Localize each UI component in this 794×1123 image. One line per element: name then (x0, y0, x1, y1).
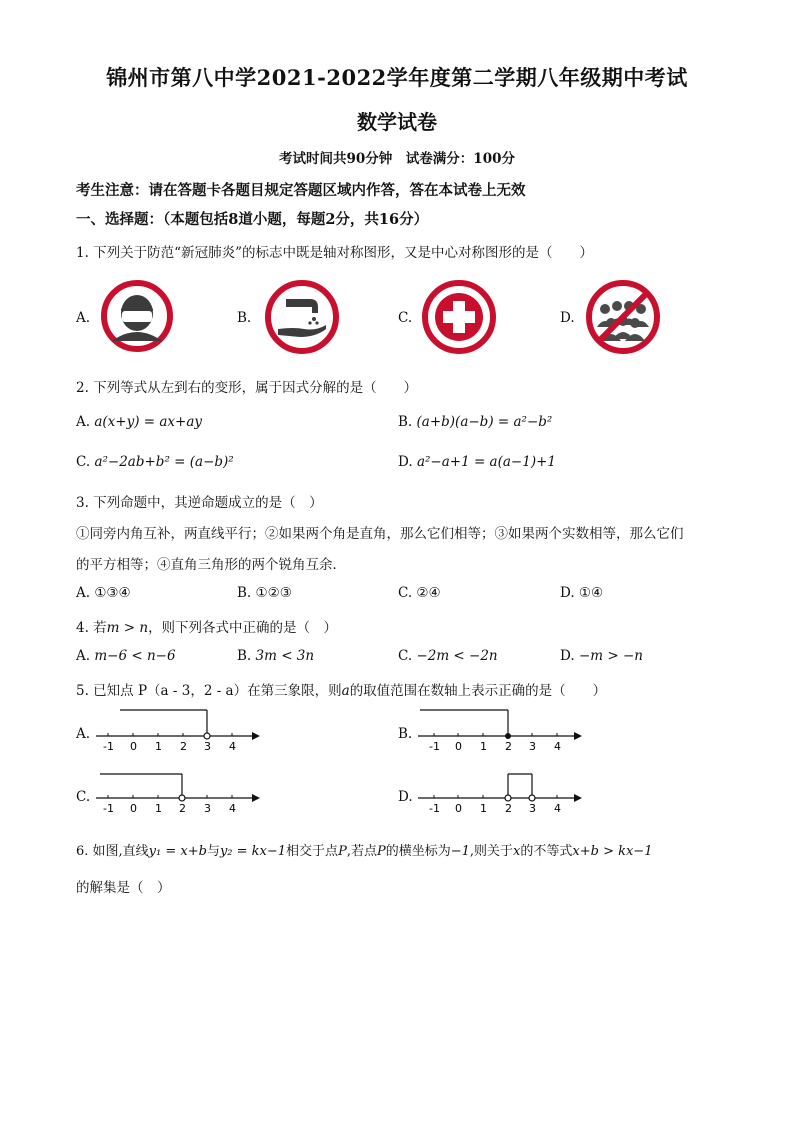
tick-label: -1 (103, 740, 114, 753)
q3-option-b: B. ①②③ (237, 585, 292, 601)
q4-stem-prefix: 4. 若 (76, 620, 107, 636)
tick-label: -1 (429, 740, 440, 753)
q3-option-a: A. ①③④ (76, 585, 131, 601)
question-2-stem: 2. 下列等式从左到右的变形，属于因式分解的是（ ） (76, 380, 418, 396)
q5-stem-variable: a (341, 683, 350, 699)
tick-label: 4 (229, 740, 236, 753)
q1-option-c-label: C. (398, 310, 413, 326)
tick-label: 4 (229, 802, 236, 815)
tick-label: 4 (554, 740, 561, 753)
q2-option-d-label: D. (398, 454, 413, 470)
medical-cross-icon (421, 279, 497, 355)
question-3-stem: 3. 下列命题中，其逆命题成立的是（ ） (76, 495, 323, 511)
q5-option-d-label: D. (398, 789, 413, 805)
q6-line-y1: y₁ = x+b (148, 844, 207, 859)
no-crowd-icon (583, 279, 663, 355)
tick-label: 3 (204, 802, 211, 815)
hand-washing-icon (264, 279, 340, 355)
q4-option-c-expression: −2m < −2n (416, 648, 498, 664)
tick-label: 0 (130, 740, 137, 753)
tick-label: 0 (455, 740, 462, 753)
q6-text: 的横坐标为 (385, 844, 451, 859)
exam-subject-title: 数学试卷 (357, 110, 437, 134)
tick-label: 0 (130, 802, 137, 815)
q6-value: −1 (450, 844, 470, 859)
tick-label: 2 (505, 802, 512, 815)
q5-stem-prefix: 5. 已知点 P（a - 3，2 - a）在第三象限，则 (76, 683, 342, 699)
q1-option-d-label: D. (560, 310, 575, 326)
q6-variable-x: x (513, 844, 521, 859)
tick-label: 0 (455, 802, 462, 815)
question-3-propositions-line2: 的平方相等；④直角三角形的两个锐角互余． (76, 557, 346, 573)
q5-option-a-label: A. (76, 726, 91, 742)
q2-option-a-expression: a(x+y) = ax+ay (94, 414, 203, 430)
q3-option-c: C. ②④ (398, 585, 441, 601)
q4-stem-suffix: ，则下列各式中正确的是（ ） (148, 620, 338, 636)
q5-stem-suffix: 的取值范围在数轴上表示正确的是（ ） (349, 683, 607, 699)
q4-option-a-label: A. (76, 648, 91, 664)
tick-label: 1 (155, 740, 162, 753)
q6-text: 6. 如图,直线 (76, 844, 149, 859)
tick-label: 1 (155, 802, 162, 815)
tick-label: 1 (480, 740, 487, 753)
tick-label: 2 (180, 740, 187, 753)
tick-label: 1 (480, 802, 487, 815)
q5-number-line-a (94, 704, 264, 754)
q5-number-line-b (416, 704, 586, 754)
question-4-stem (76, 616, 337, 636)
q5-option-b-label: B. (398, 726, 413, 742)
exam-notice: 考生注意：请在答题卡各题目规定答题区域内作答，答在本试卷上无效 (76, 182, 526, 199)
q6-point-p: P (376, 844, 386, 859)
tick-label: 2 (505, 740, 512, 753)
q5-number-line-d (416, 767, 586, 817)
question-6-stem-line1 (76, 840, 652, 859)
q6-line-y2: y₂ = kx−1 (219, 844, 287, 859)
q2-option-d-expression: a²−a+1 = a(a−1)+1 (416, 454, 556, 470)
tick-label: -1 (103, 802, 114, 815)
section-heading: 一、选择题：（本题包括8道小题，每题2分，共16分） (76, 211, 429, 228)
person-with-mask-icon (100, 279, 174, 353)
q6-text: 与 (206, 844, 220, 859)
q2-option-c-expression: a²−2ab+b² = (a−b)² (94, 454, 234, 470)
q3-option-d: D. ①④ (560, 585, 604, 601)
tick-label: -1 (429, 802, 440, 815)
q6-text: ,若点 (346, 844, 377, 859)
tick-label: 3 (204, 740, 211, 753)
exam-info: 考试时间共90分钟 试卷满分：100分 (279, 151, 515, 167)
q6-text: 的不等式 (520, 844, 573, 859)
tick-label: 3 (529, 802, 536, 815)
q2-option-b-expression: (a+b)(a−b) = a²−b² (416, 414, 553, 430)
q6-text: ,则关于 (469, 844, 514, 859)
q4-option-a-expression: m−6 < n−6 (94, 648, 176, 664)
q4-option-d-expression: −m > −n (578, 648, 643, 664)
q4-option-d-label: D. (560, 648, 575, 664)
question-1-stem: 1. 下列关于防范“新冠肺炎”的标志中既是轴对称图形，又是中心对称图形的是（ ） (76, 245, 593, 261)
q2-option-c-label: C. (76, 454, 91, 470)
q5-number-line-c (94, 767, 264, 817)
q6-point-p: P (338, 844, 347, 859)
q4-option-b-expression: 3m < 3n (255, 648, 315, 664)
q1-option-b-label: B. (237, 310, 252, 326)
q1-option-a-label: A. (76, 310, 91, 326)
q5-option-c-label: C. (76, 789, 91, 805)
tick-label: 2 (179, 802, 186, 815)
question-3-propositions-line1: ①同旁内角互补，两直线平行；②如果两个角是直角，那么它们相等；③如果两个实数相等，那么它们 (76, 526, 684, 542)
q2-option-b-label: B. (398, 414, 413, 430)
question-5-stem (76, 679, 606, 699)
q6-inequality: x+b > kx−1 (572, 844, 653, 859)
question-6-stem-line2: 的解集是（ ） (76, 880, 171, 896)
q4-option-b-label: B. (237, 648, 252, 664)
q2-option-a-label: A. (76, 414, 91, 430)
q4-stem-condition: m > n (106, 620, 149, 636)
q6-text: 相交于点 (286, 844, 339, 859)
q4-option-c-label: C. (398, 648, 413, 664)
tick-label: 4 (554, 802, 561, 815)
tick-label: 3 (529, 740, 536, 753)
exam-title: 锦州市第八中学2021-2022学年度第二学期八年级期中考试 (106, 65, 688, 90)
